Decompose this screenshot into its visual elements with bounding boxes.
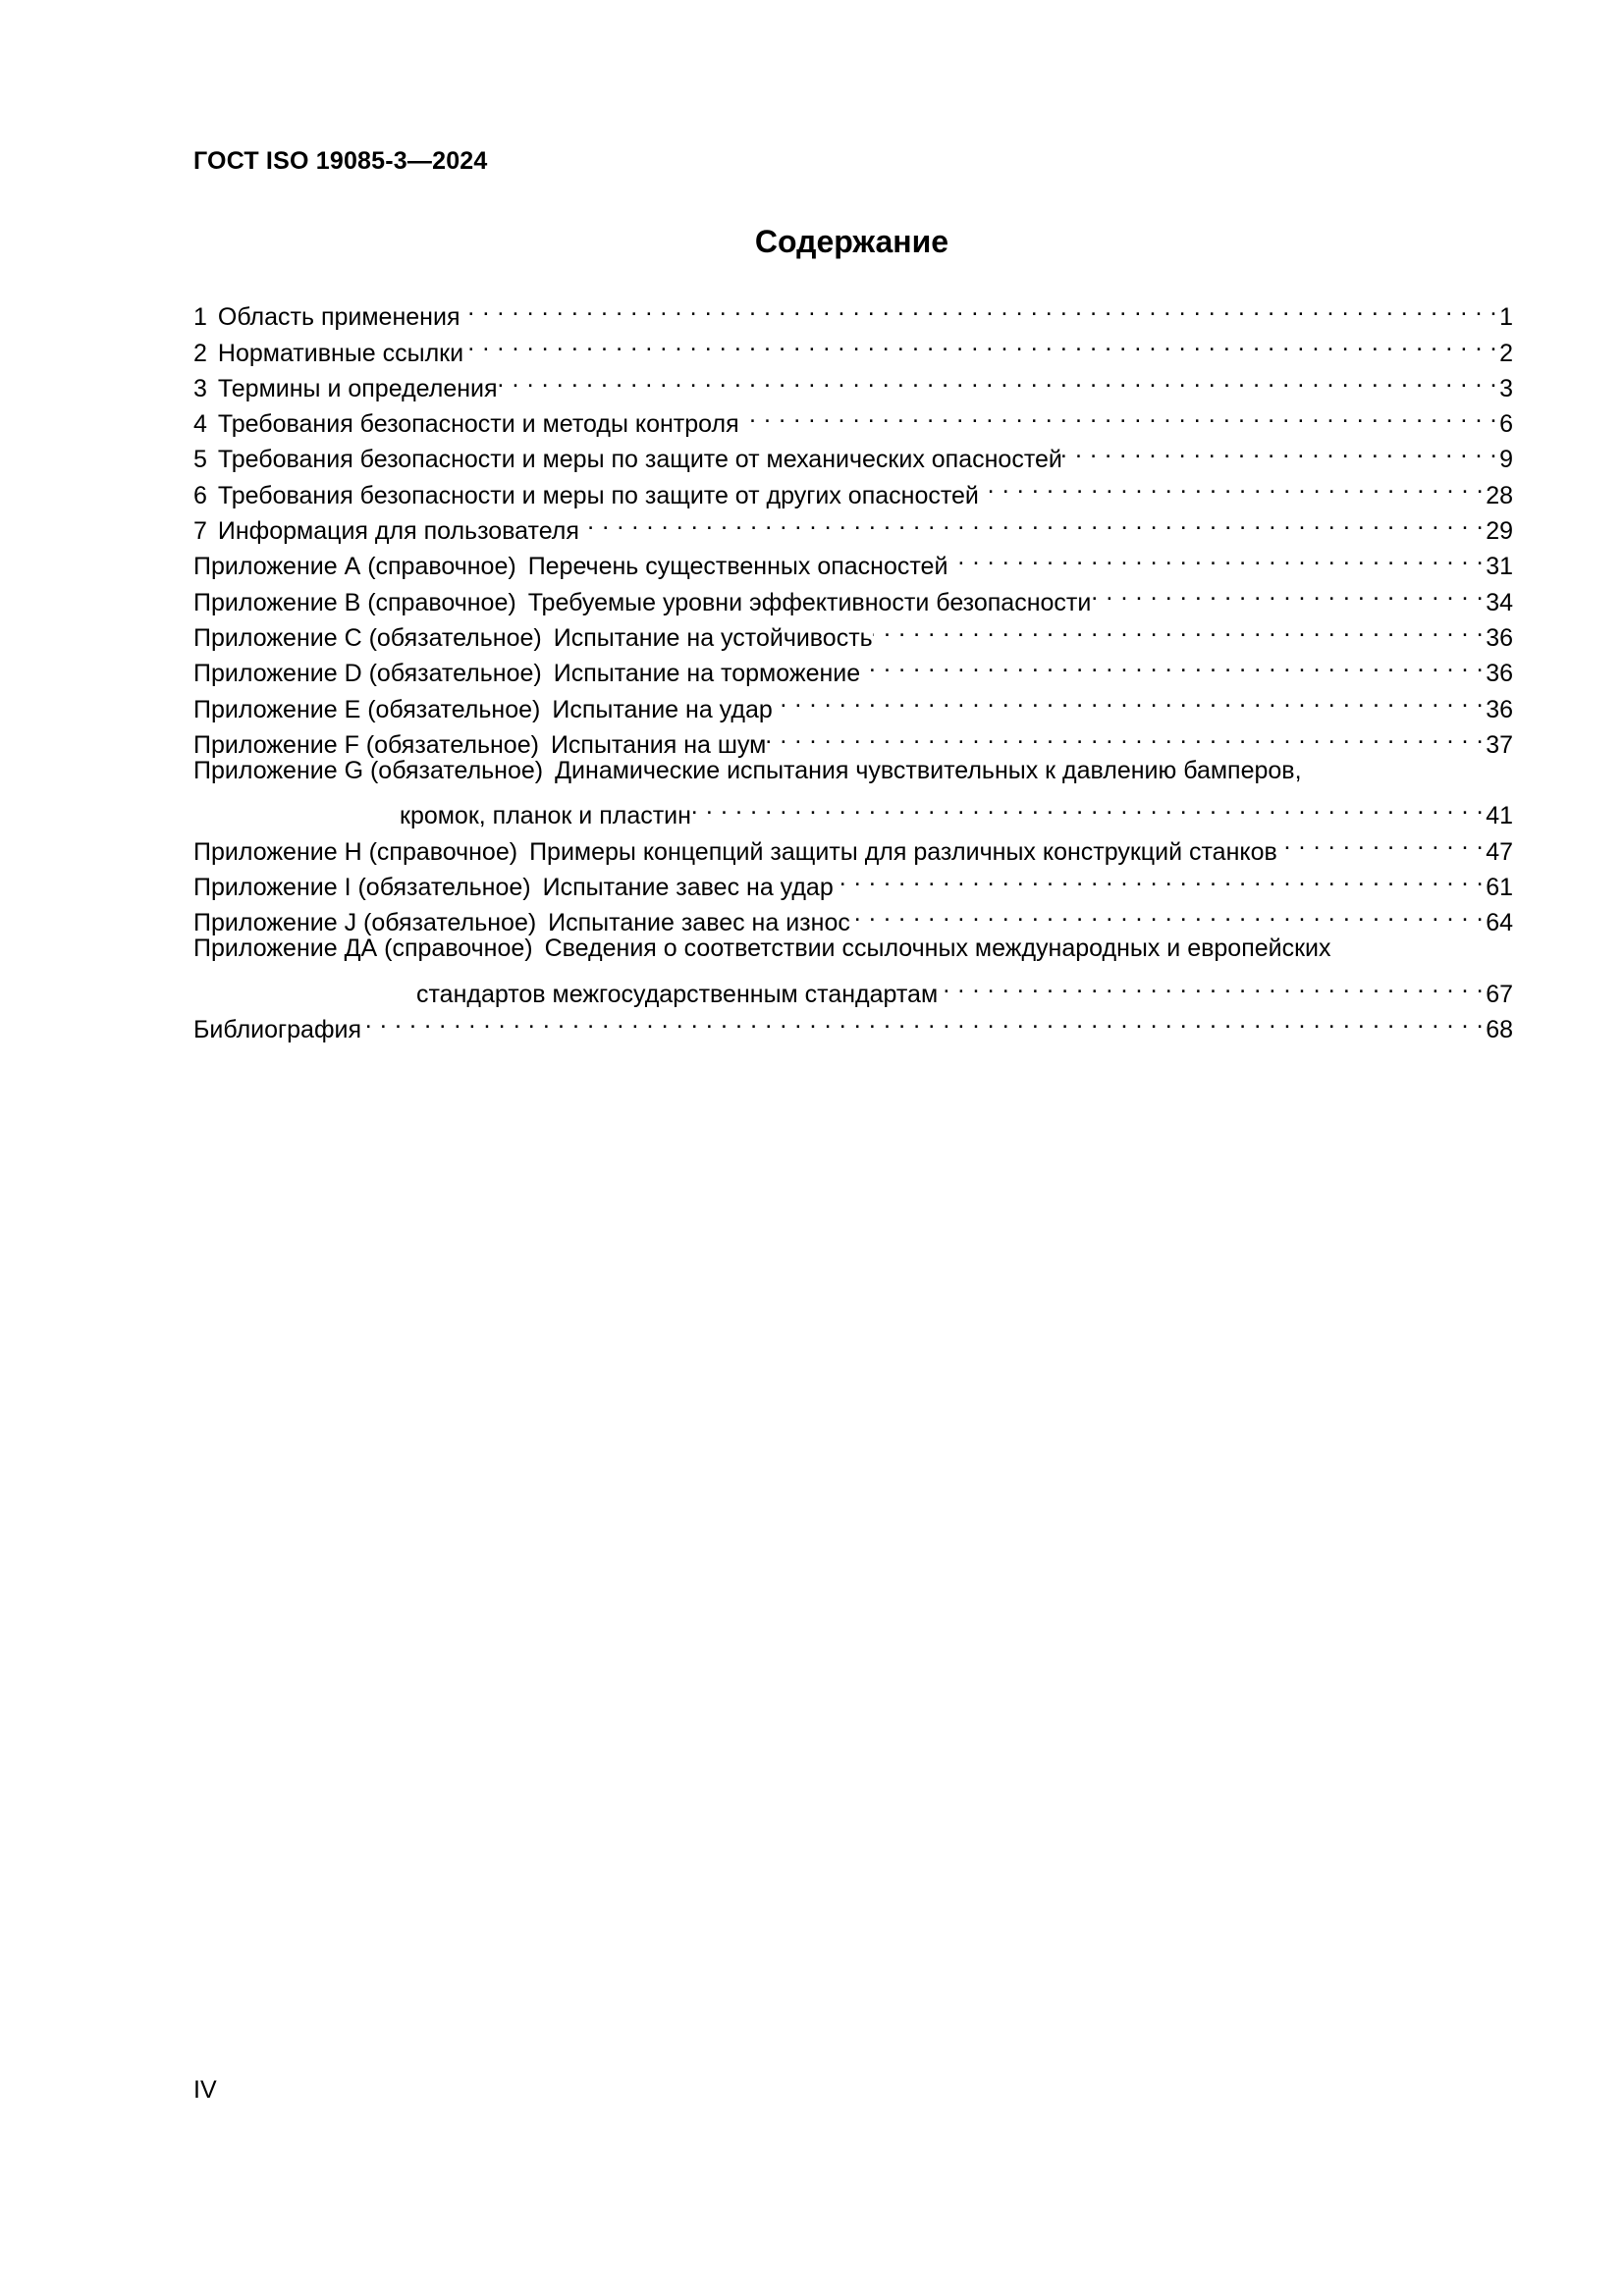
toc-item-annex-prefix: Приложение G (обязательное) bbox=[193, 756, 544, 784]
toc-item-label: Термины и определения bbox=[217, 374, 498, 402]
toc-item-label: Область применения bbox=[217, 303, 460, 332]
dot-leader bbox=[1062, 432, 1499, 467]
toc-item-annex-da[interactable] bbox=[193, 931, 1513, 966]
toc-item-number: 3 bbox=[193, 374, 207, 402]
dot-leader bbox=[460, 290, 1499, 325]
toc-item-number: 5 bbox=[193, 446, 207, 474]
dot-leader bbox=[947, 539, 1486, 574]
toc-item-annex-prefix: Приложение F (обязательное) bbox=[193, 730, 539, 759]
toc-item-label: Библиография bbox=[193, 1016, 362, 1044]
toc-item-annex-prefix: Приложение J (обязательное) bbox=[193, 909, 537, 937]
toc-item-label-continuation: кромок, планок и пластин bbox=[400, 802, 691, 830]
toc-item-annex-da-continuation[interactable] bbox=[193, 967, 1513, 1008]
toc-item-page: 37 bbox=[1486, 730, 1513, 759]
document-id: ГОСТ ISO 19085-3—2024 bbox=[193, 147, 488, 175]
toc-item-label: Требования безопасности и меры по защите от механических опасностей bbox=[217, 446, 1062, 474]
toc-item-number: 1 bbox=[193, 303, 207, 332]
toc-item-label: Динамические испытания чувствительных к давлению бамперов, bbox=[555, 756, 1302, 784]
toc-item-label: Испытание завес на износ bbox=[548, 909, 850, 937]
dot-leader bbox=[979, 467, 1486, 503]
toc-item-number: 2 bbox=[193, 339, 207, 367]
dot-leader bbox=[766, 718, 1486, 753]
toc-item-label: Испытание на устойчивость bbox=[553, 623, 873, 652]
toc-item-label: Испытание на удар bbox=[552, 695, 773, 723]
toc-item-bibliography[interactable] bbox=[193, 1002, 1513, 1044]
dot-leader bbox=[938, 967, 1486, 1002]
toc-item-page: 67 bbox=[1486, 980, 1513, 1008]
toc-item-page: 41 bbox=[1486, 802, 1513, 830]
dot-leader bbox=[739, 397, 1499, 432]
dot-leader bbox=[773, 681, 1486, 717]
toc-item-label: Испытания на шум bbox=[550, 730, 767, 759]
toc-item-annex-prefix: Приложение В (справочное) bbox=[193, 588, 516, 616]
toc-item-label: Сведения о соответствии ссылочных международных и европейских bbox=[544, 934, 1331, 963]
toc-item-page: 34 bbox=[1486, 588, 1513, 616]
toc-item-label: Испытание на торможение bbox=[553, 660, 861, 688]
toc-item-page: 36 bbox=[1486, 695, 1513, 723]
toc-item-number: 7 bbox=[193, 517, 207, 546]
dot-leader bbox=[691, 788, 1486, 824]
dot-leader bbox=[850, 895, 1486, 931]
toc-item-annex-prefix: Приложение E (обязательное) bbox=[193, 695, 541, 723]
toc-item-page: 47 bbox=[1486, 837, 1513, 866]
dot-leader bbox=[463, 325, 1499, 360]
toc-item-annex-prefix: Приложение D (обязательное) bbox=[193, 660, 542, 688]
toc-item-page: 3 bbox=[1499, 374, 1513, 402]
toc-item-label: Требования безопасности и методы контроля bbox=[217, 410, 739, 439]
toc-item-1[interactable] bbox=[193, 290, 1513, 332]
toc-item-page: 2 bbox=[1499, 339, 1513, 367]
toc-item-annex-prefix: Приложение С (обязательное) bbox=[193, 623, 542, 652]
toc-item-page: 64 bbox=[1486, 909, 1513, 937]
table-of-contents bbox=[193, 290, 1513, 1044]
dot-leader bbox=[860, 646, 1486, 681]
toc-item-label: Примеры концепций защиты для различных конструкций станков bbox=[529, 837, 1277, 866]
toc-item-page: 36 bbox=[1486, 623, 1513, 652]
toc-item-annex-g[interactable] bbox=[193, 753, 1513, 788]
toc-item-page: 6 bbox=[1499, 410, 1513, 439]
dot-leader bbox=[498, 361, 1500, 397]
dot-leader bbox=[1091, 574, 1486, 610]
dot-leader bbox=[873, 611, 1487, 646]
dot-leader bbox=[1277, 824, 1486, 859]
toc-item-page: 9 bbox=[1499, 446, 1513, 474]
toc-item-annex-prefix: Приложение ДА (справочное) bbox=[193, 934, 533, 963]
page-number: IV bbox=[193, 2076, 217, 2104]
toc-item-page: 29 bbox=[1486, 517, 1513, 546]
dot-leader bbox=[361, 1002, 1486, 1038]
toc-item-page: 36 bbox=[1486, 660, 1513, 688]
toc-item-page: 61 bbox=[1486, 874, 1513, 902]
toc-item-page: 31 bbox=[1486, 553, 1513, 581]
dot-leader bbox=[834, 860, 1486, 895]
page-title: Содержание bbox=[754, 224, 949, 259]
toc-item-page: 28 bbox=[1486, 481, 1513, 509]
toc-item-label: Требуемые уровни эффективности безопасности bbox=[527, 588, 1092, 616]
toc-item-number: 4 bbox=[193, 410, 207, 439]
toc-item-annex-prefix: Приложение А (справочное) bbox=[193, 553, 516, 581]
toc-item-annex-prefix: Приложение I (обязательное) bbox=[193, 874, 531, 902]
dot-leader bbox=[579, 504, 1486, 539]
toc-item-label: Информация для пользователя bbox=[217, 517, 579, 546]
toc-item-number: 6 bbox=[193, 481, 207, 509]
toc-item-label-continuation: стандартов межгосударственным стандартам bbox=[416, 980, 939, 1008]
toc-item-page: 1 bbox=[1499, 303, 1513, 332]
toc-item-label: Требования безопасности и меры по защите от других опасностей bbox=[217, 481, 979, 509]
toc-item-page: 68 bbox=[1486, 1016, 1513, 1044]
toc-item-label: Нормативные ссылки bbox=[217, 339, 464, 367]
toc-item-label: Испытание завес на удар bbox=[542, 874, 834, 902]
toc-item-annex-prefix: Приложение Н (справочное) bbox=[193, 837, 518, 866]
toc-item-annex-h[interactable] bbox=[193, 824, 1513, 866]
toc-item-annex-g-continuation[interactable] bbox=[193, 788, 1513, 830]
toc-item-label: Перечень существенных опасностей bbox=[527, 553, 948, 581]
